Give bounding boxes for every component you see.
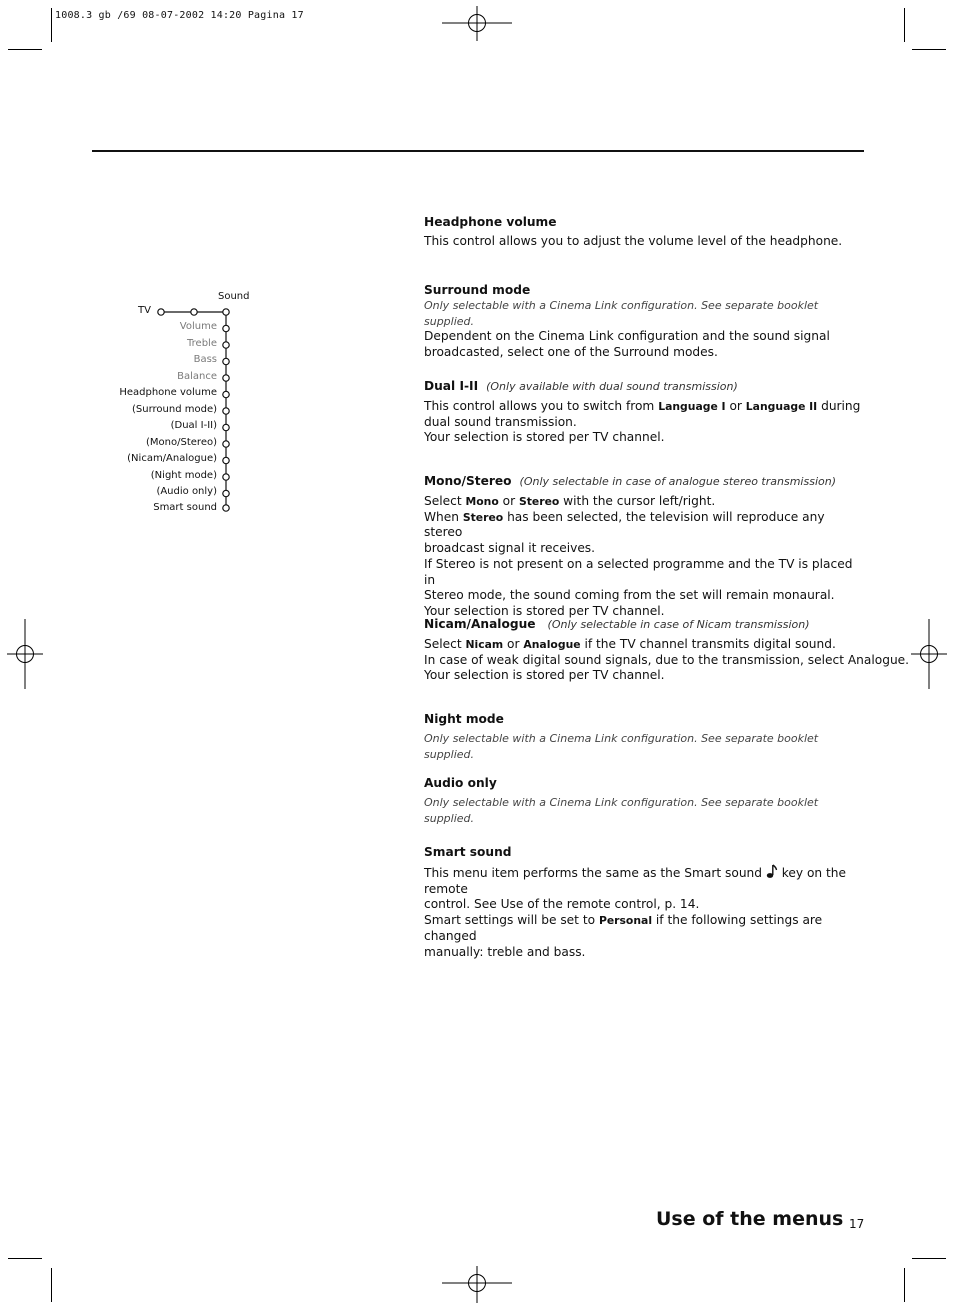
menu-item-audio-only: (Audio only) [156,486,217,497]
section-mono-stereo [424,473,864,620]
section-text: When Stereo has been selected, the television will reproduce any stereo [424,509,825,540]
section-text: manually: treble and bass. [424,944,586,959]
page-number: 17 [849,1217,865,1231]
section-text: Your selection is stored per TV channel. [424,603,665,618]
section-text: broadcasted, select one of the Surround modes. [424,345,718,360]
section-text: This control allows you to adjust the volume level of the headphone. [424,234,843,248]
menu-item-smart-sound: Smart sound [153,502,217,513]
menu-item-balance: Balance [177,370,217,382]
section-text: Your selection is stored per TV channel. [424,668,665,683]
section-text: control. See Use of the remote control, p. 14. [424,897,700,912]
footer-title: Use of the menus [656,1208,844,1230]
menu-item-treble: Treble [187,337,217,349]
section-note: (Only available with dual sound transmission) [486,380,738,393]
section-title: Mono/Stereo (Only selectable in case of analogue stereo transmission) [424,474,836,488]
section-title: Headphone volume [424,215,557,229]
section-text: Stereo mode, the sound coming from the set will remain monaural. [424,588,835,603]
menu-root-tv: TV [138,305,151,316]
section-text: Select Nicam or Analogue if the TV channel transmits digital sound. [424,637,836,651]
section-text: This control allows you to switch from Language I or Language II during [424,399,861,413]
section-text: In case of weak digital sound signals, due to the transmission, select Analogue. [424,652,910,667]
section-smart-sound [424,844,864,960]
section-surround-mode [424,282,864,361]
section-text: Your selection is stored per TV channel. [424,430,665,445]
menu-item-dual: (Dual I-II) [170,420,217,431]
registration-mark-left [5,618,45,690]
section-dual [424,378,864,446]
section-text: If Stereo is not present on a selected programme and the TV is placed in [424,556,853,587]
menu-item-mono-stereo: (Mono/Stereo) [146,436,217,448]
music-note-icon [766,864,778,879]
registration-mark-bottom [440,1265,515,1305]
section-audio-only [424,775,864,826]
section-title: Smart sound [424,845,512,859]
section-text: This menu item performs the same as the Smart sound key on the remote [424,866,847,896]
section-note: (Only selectable in case of Nicam transmission) [547,618,810,631]
menu-item-bass: Bass [193,354,217,365]
section-note: (Only selectable in case of analogue stereo transmission) [519,475,836,488]
print-header: 1008.3 gb /69 08-07-2002 14:20 Pagina 17 [55,10,304,21]
section-title: Nicam/Analogue (Only selectable in case of Nicam transmission) [424,617,810,631]
menu-item-night-mode: (Night mode) [150,469,217,481]
section-text: dual sound transmission. [424,414,577,429]
menu-item-volume: Volume [179,321,217,332]
section-note: Only selectable with a Cinema Link configuration. See separate booklet supplied. [424,732,819,761]
section-headphone-volume [424,214,864,250]
section-nicam-analogue [424,616,910,684]
header-rule [92,150,864,152]
section-note: Only selectable with a Cinema Link configuration. See separate booklet supplied. [424,299,819,328]
menu-item-surround-mode: (Surround mode) [132,403,217,415]
section-night-mode [424,711,864,762]
section-text: Dependent on the Cinema Link configuration and the sound signal [424,329,830,344]
section-text: Smart settings will be set to Personal if the following settings are changed [424,913,823,943]
registration-mark-right [909,618,949,690]
section-title: Audio only [424,776,497,790]
section-title: Night mode [424,712,504,726]
section-text: Select Mono or Stereo with the cursor left/right. [424,494,716,508]
section-note: Only selectable with a Cinema Link configuration. See separate booklet supplied. [424,796,819,825]
sound-menu-tree [100,288,260,528]
menu-header-sound: Sound [218,291,250,302]
section-text: broadcast signal it receives. [424,541,596,556]
menu-item-nicam-analogue: (Nicam/Analogue) [127,453,217,464]
registration-mark-top [440,5,515,43]
menu-item-headphone-volume: Headphone volume [119,387,217,398]
section-title: Dual I-II (Only available with dual sound transmission) [424,379,738,393]
section-title: Surround mode [424,283,531,297]
